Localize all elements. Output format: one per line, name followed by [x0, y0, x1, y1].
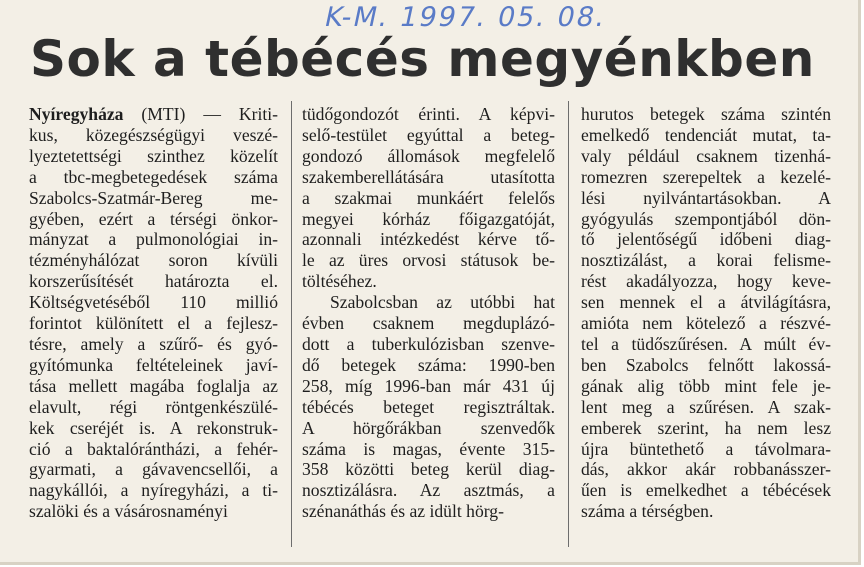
- text-line: romezren szerepeltek a kezelé-: [581, 166, 831, 187]
- text-line: tel a tüdőszűrésen. A múlt év-: [581, 333, 831, 354]
- text-line: korszerűsítését határozta el.: [29, 271, 278, 292]
- text-line: gyében, ezért a térségi önkor-: [29, 208, 278, 229]
- text-line: kus, közegészségügyi veszé-: [29, 124, 278, 145]
- text-line: Szabolcsban az utóbbi hat: [330, 292, 555, 313]
- text-line: szakemberellátására utasította: [302, 166, 555, 187]
- text-line: A hörgőrákban szenvedők: [302, 417, 555, 438]
- dateline-source: (MTI) — Kriti-: [123, 104, 278, 124]
- text-line: tása mellett magába foglalja az: [29, 375, 278, 396]
- article-column-2: [302, 104, 555, 522]
- text-line: mányzat a pulmonológiai in-: [29, 229, 278, 250]
- text-line: tézményhálózat soron kívüli: [29, 250, 278, 271]
- article-column-3: [581, 104, 831, 522]
- text-line: lent meg a szűrésen. A szak-: [581, 396, 831, 417]
- text-line: gának alig több mint fele je-: [581, 375, 831, 396]
- text-line: szalöki és a vásárosnaményi: [29, 501, 228, 522]
- text-line: 258, míg 1996-ban már 431 új: [302, 375, 555, 396]
- text-line: töltéséhez.: [302, 271, 377, 292]
- text-line: le az üres orvosi státusok be-: [302, 250, 555, 271]
- text-line: szénanáthás és az idült hörg-: [302, 501, 504, 522]
- text-line: újra büntethető a távolmara-: [581, 438, 831, 459]
- column-divider: [291, 101, 292, 547]
- text-line: emberek szerint, ha nem lesz: [581, 417, 831, 438]
- text-line: valy például csaknem tizenhá-: [581, 145, 831, 166]
- text-line: dő betegek száma: 1990-ben: [302, 354, 555, 375]
- text-line: tésre, amely a szűrő- és gyó-: [29, 333, 278, 354]
- text-line: amióta nem kötelező a részvé-: [581, 313, 831, 334]
- text-line: ben Szabolcs felnőtt lakossá-: [581, 354, 831, 375]
- text-line: száma a térségben.: [581, 501, 714, 522]
- text-line: gyítómunka feltételeinek javí-: [29, 354, 278, 375]
- article-headline: Sok a tébécés megyénkben: [30, 30, 815, 88]
- text-line: forintot különített el a fejlesz-: [29, 313, 278, 334]
- text-line: dott a tuberkulózisban szenve-: [302, 333, 555, 354]
- text-line: tő jelentőségű időbeni diag-: [581, 229, 831, 250]
- text-line: nosztizálást, a korai felisme-: [581, 250, 831, 271]
- text-line: űen is emelkedhet a tébécések: [581, 480, 831, 501]
- text-line: 358 közötti beteg kerül diag-: [302, 459, 555, 480]
- text-line: száma is magas, évente 315-: [302, 438, 555, 459]
- text-line: kek cseréjét is. A rekonstruk-: [29, 417, 278, 438]
- text-line: gyógyulás szempontjából dön-: [581, 208, 831, 229]
- text-line: gyarmati, a gávavencsellői, a: [29, 459, 278, 480]
- handwritten-date-stamp: K-M. 1997. 05. 08.: [321, 2, 610, 33]
- article-column-1: [29, 104, 278, 522]
- text-line: dás, akkor akár robbanásszer-: [581, 459, 831, 480]
- text-line: nosztizálásra. Az asztmás, a: [302, 480, 555, 501]
- text-line: sen mennek el a átvilágításra,: [581, 292, 831, 313]
- text-line: selő-testület egyúttal a beteg-: [302, 124, 555, 145]
- text-line: megyei kórház főigazgatóját,: [302, 208, 555, 229]
- text-line: nagykállói, a nyíregyházi, a ti-: [29, 480, 278, 501]
- text-line: lési nyilvántartásokban. A: [581, 187, 831, 208]
- text-line: rést akadályozza, hogy keve-: [581, 271, 831, 292]
- text-line: a tbc-megbetegedések száma: [29, 166, 278, 187]
- text-line: a szakmai munkáért felelős: [302, 187, 555, 208]
- text-line: ció a baktalórántházi, a fehér-: [29, 438, 278, 459]
- text-line: elavult, régi röntgenkészülé-: [29, 396, 278, 417]
- text-line: lyeztetettségi szinthez közelít: [29, 145, 278, 166]
- text-line: azonnali intézkedést kérve tő-: [302, 229, 555, 250]
- text-line: emelkedő tendenciát mutat, ta-: [581, 124, 831, 145]
- text-line: Költségvetéséből 110 millió: [29, 292, 278, 313]
- column-divider: [568, 101, 569, 547]
- dateline: [29, 104, 278, 125]
- dateline-place: Nyíregyháza: [29, 104, 124, 124]
- text-line: gondozó állomások megfelelő: [302, 145, 555, 166]
- text-line: Szabolcs-Szatmár-Bereg me-: [29, 187, 278, 208]
- text-line: hurutos betegek száma szintén: [581, 104, 831, 124]
- text-line: tébécés beteget regisztráltak.: [302, 396, 555, 417]
- text-line: tüdőgondozót érinti. A képvi-: [302, 104, 555, 124]
- text-line: évben csaknem megduplázó-: [302, 313, 555, 334]
